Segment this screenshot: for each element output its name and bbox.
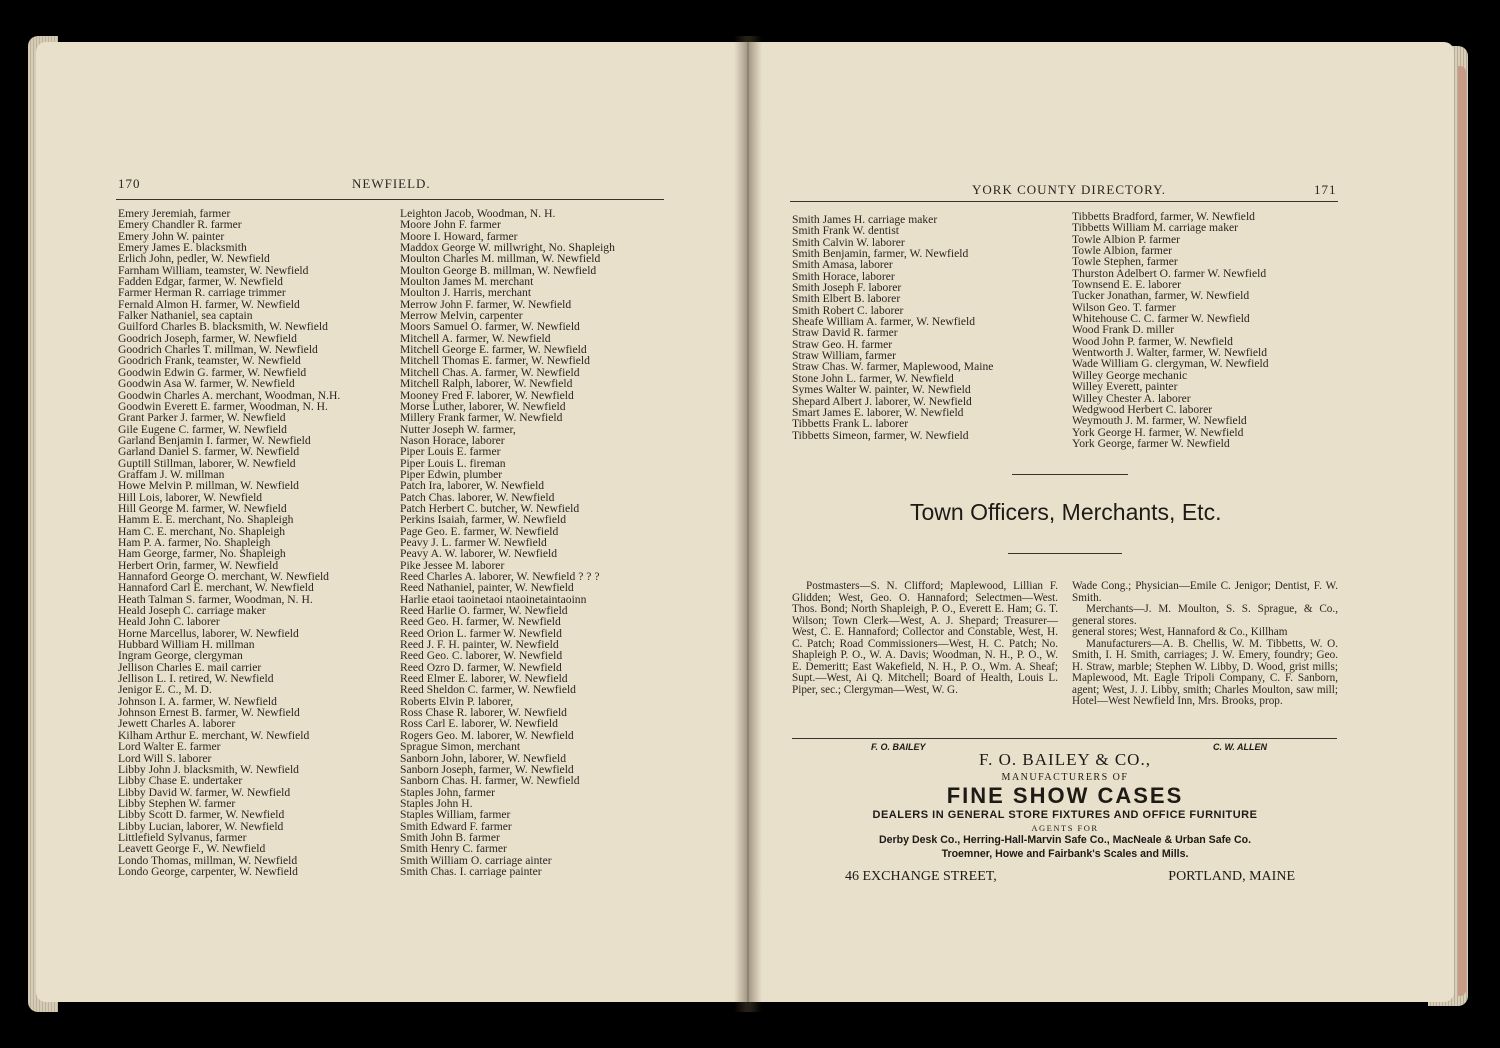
directory-entry: Garland Benjamin I. farmer, W. Newfield — [118, 433, 311, 447]
directory-entry: Moulton J. Harris, merchant — [400, 286, 532, 300]
directory-entry: Ross Carl E. laborer, W. Newfield — [400, 717, 558, 731]
directory-entry: Sanborn Joseph, farmer, W. Newfield — [400, 762, 574, 776]
directory-entry: Smith Robert C. laborer — [792, 303, 904, 317]
directory-entry: Guilford Charles B. blacksmith, W. Newfield — [118, 320, 328, 334]
directory-entry: Patch Chas. laborer, W. Newfield — [400, 490, 555, 504]
directory-entry: Guptill Stillman, laborer, W. Newfield — [118, 456, 296, 470]
ad-manufacturers-of: MANUFACTURERS OF — [1001, 772, 1129, 783]
directory-entry: Erlich John, pedler, W. Newfield — [118, 252, 270, 266]
directory-entry: Ham George, farmer, No. Shapleigh — [118, 547, 286, 561]
right-running-head: YORK COUNTY DIRECTORY. — [972, 182, 1167, 197]
directory-entry: Roberts Elvin P. laborer, — [400, 694, 514, 708]
directory-entry: Reed Nathaniel, painter, W. Newfield — [400, 581, 574, 595]
directory-entry: Nason Horace, laborer — [400, 433, 505, 447]
directory-entry: Farmer Herman R. carriage trimmer — [118, 286, 286, 300]
directory-entry: Sanborn John, laborer, W. Newfield — [400, 751, 567, 765]
directory-entry: Reed Sheldon C. farmer, W. Newfield — [400, 683, 576, 697]
directory-entry: Gile Eugene C. farmer, W. Newfield — [118, 422, 287, 436]
ad-dealers-line: DEALERS IN GENERAL STORE FIXTURES AND OFFICE FURNITURE — [872, 809, 1258, 821]
merchants-text: Merchants—J. M. Moulton, S. S. Sprague, & Co., general stores. — [1072, 603, 1338, 627]
directory-entry: Smith Horace, laborer — [792, 269, 895, 283]
directory-entry: Reed Geo. C. laborer, W. Newfield — [400, 649, 563, 663]
directory-entry: Mitchell George E. farmer, W. Newfield — [400, 343, 587, 357]
directory-entry: Smith John B. farmer — [400, 830, 500, 844]
directory-entry: Morse Luther, laborer, W. Newfield — [400, 399, 566, 413]
directory-entry: Weymouth J. M. farmer, W. Newfield — [1072, 414, 1247, 428]
directory-entry: Littlefield Sylvanus, farmer — [118, 830, 247, 844]
directory-entry: Lord Will S. laborer — [118, 751, 212, 765]
directory-entry: Smith Calvin W. laborer — [792, 235, 905, 249]
directory-entry: Towle Albion P. farmer — [1072, 232, 1181, 246]
directory-entry: Sheafe William A. farmer, W. Newfield — [792, 315, 976, 329]
directory-entry: Smith Amasa, laborer — [792, 258, 893, 272]
directory-entry: Moors Samuel O. farmer, W. Newfield — [400, 320, 580, 334]
directory-entry: Staples William, farmer — [400, 808, 511, 822]
directory-entry: Wilson Geo. T. farmer — [1072, 300, 1176, 314]
directory-entry: Willey George mechanic — [1072, 368, 1188, 382]
directory-entry: Londo Thomas, millman, W. Newfield — [118, 853, 298, 867]
directory-entry: Farnham William, teamster, W. Newfield — [118, 263, 309, 277]
directory-entry: Moulton George B. millman, W. Newfield — [400, 263, 597, 277]
directory-entry: Moulton Charles M. millman, W. Newfield — [400, 252, 601, 266]
directory-entry: Peavy J. L. farmer W. Newfield — [400, 535, 547, 549]
directory-entry: York George, farmer W. Newfield — [1072, 436, 1230, 450]
directory-entry: Goodwin Everett E. farmer, Woodman, N. H. — [118, 399, 328, 413]
directory-entry: Emery Jeremiah, farmer — [118, 207, 231, 220]
directory-entry: Willey Chester A. laborer — [1072, 391, 1191, 405]
directory-entry: Libby Chase E. undertaker — [118, 774, 243, 788]
directory-entry: Reed J. F. H. painter, W. Newfield — [400, 638, 559, 652]
directory-entry: Thurston Adelbert O. farmer W. Newfield — [1072, 266, 1267, 280]
directory-entry: Heald John C. laborer — [118, 615, 220, 629]
directory-entry: Staples John, farmer — [400, 785, 495, 799]
right-header-rule — [790, 201, 1338, 202]
directory-entry: Mitchell Chas. A. farmer, W. Newfield — [400, 365, 580, 379]
directory-entry: Moulton James M. merchant — [400, 275, 534, 289]
directory-entry: Stone John L. farmer, W. Newfield — [792, 371, 954, 385]
left-running-head: NEWFIELD. — [352, 176, 431, 191]
directory-entry: Hannaford George O. merchant, W. Newfield — [118, 570, 329, 583]
directory-entry: Mitchell Ralph, laborer, W. Newfield — [400, 377, 573, 391]
directory-entry: Johnson Ernest B. farmer, W. Newfield — [118, 706, 300, 720]
directory-entry: Smart James E. laborer, W. Newfield — [792, 405, 964, 419]
directory-entry: Falker Nathaniel, sea captain — [118, 309, 253, 323]
directory-entry: Libby Scott D. farmer, W. Newfield — [118, 808, 285, 822]
directory-entry: Smith Joseph F. laborer — [792, 281, 902, 295]
directory-entry: Kilham Arthur E. merchant, W. Newfield — [118, 728, 310, 742]
directory-entry: Grant Parker J. farmer, W. Newfield — [118, 411, 286, 425]
directory-entry: Townsend E. E. laborer — [1072, 278, 1181, 292]
directory-entry: Symes Walter W. painter, W. Newfield — [792, 383, 971, 397]
directory-entry: Johnson I. A. farmer, W. Newfield — [118, 694, 277, 708]
directory-entry: Smith Henry C. farmer — [400, 842, 507, 856]
directory-entry: Goodwin Edwin G. farmer, W. Newfield — [118, 365, 307, 379]
directory-entry: Fadden Edgar, farmer, W. Newfield — [118, 275, 283, 289]
directory-entry: Libby Lucian, laborer, W. Newfield — [118, 819, 284, 833]
directory-entry: Smith Frank W. dentist — [792, 224, 899, 238]
directory-entry: Reed Ozro D. farmer, W. Newfield — [400, 660, 562, 674]
directory-entry: Smith James H. carriage maker — [792, 213, 938, 226]
directory-entry: Merrow Melvin, carpenter — [400, 309, 523, 323]
ad-street: 46 EXCHANGE STREET, — [845, 869, 997, 884]
directory-entry: Patch Ira, laborer, W. Newfield — [400, 479, 545, 493]
directory-entry: Staples John H. — [400, 796, 473, 810]
directory-entry: Shepard Albert J. laborer, W. Newfield — [792, 394, 972, 408]
directory-entry: Reed Charles A. laborer, W. Newfield ? ? ? — [400, 570, 600, 583]
directory-entry: Tucker Jonathan, farmer, W. Newfield — [1072, 289, 1250, 303]
directory-entry: Reed Elmer E. laborer, W. Newfield — [400, 672, 568, 686]
directory-entry: Mitchell A. farmer, W. Newfield — [400, 331, 551, 345]
directory-entry: Tibbetts Bradford, farmer, W. Newfield — [1072, 210, 1255, 223]
directory-entry: Goodwin Charles A. merchant, Woodman, N.H. — [118, 388, 341, 402]
directory-entry: Smith Benjamin, farmer, W. Newfield — [792, 247, 969, 261]
directory-entry: Tibbetts Frank L. laborer — [792, 417, 909, 431]
manufacturers-text: Manufacturers—A. B. Chellis, W. M. Tibbetts, W. O. Smith, I. H. Smith, carriages; J. W. Emery, foundry; Geo. H. Straw, marble; Stephen W. Libby, D. Wood, grist mills; Maplewood, Mt. Eagle Tripoli Company, C. F. Sanborn, agent; West, J. J. Libby, smith; Charles Moulton, saw mill; Hotel—West Newfield Inn, Mrs. Brooks, prop. — [1072, 637, 1338, 708]
directory-entry: Hubbard William H. millman — [118, 638, 255, 652]
directory-entry: Nutter Joseph W. farmer, — [400, 422, 516, 436]
directory-entry: Wade William G. clergyman, W. Newfield — [1072, 357, 1269, 371]
directory-entry: Straw Geo. H. farmer — [792, 337, 893, 351]
directory-entry: Moore John F. farmer — [400, 218, 501, 232]
directory-entry: Hill Lois, laborer, W. Newfield — [118, 490, 263, 504]
directory-entry: Londo George, carpenter, W. Newfield — [118, 864, 298, 878]
directory-entry: Sanborn Chas. H. farmer, W. Newfield — [400, 774, 580, 788]
directory-entry: Rogers Geo. M. laborer, W. Newfield — [400, 728, 574, 742]
directory-entry: Piper Edwin, plumber — [400, 467, 503, 481]
directory-entry: Piper Louis L. fireman — [400, 456, 506, 470]
directory-entry: Straw Chas. W. farmer, Maplewood, Maine — [792, 360, 994, 374]
directory-entry: Millery Frank farmer, W. Newfield — [400, 411, 563, 425]
directory-entry: Mooney Fred F. laborer, W. Newfield — [400, 388, 574, 402]
directory-entry: Smith Chas. I. carriage painter — [400, 864, 542, 878]
ad-brands-line-1: Derby Desk Co., Herring-Hall-Marvin Safe Co., MacNeale & Urban Safe Co. — [878, 834, 1252, 846]
directory-entry: Sprague Simon, merchant — [400, 740, 521, 754]
left-column-1 — [118, 208, 340, 877]
directory-entry: Ross Chase R. laborer, W. Newfield — [400, 706, 567, 720]
directory-entry: Towle Stephen, farmer — [1072, 255, 1178, 269]
directory-entry: Pike Jessee M. laborer — [400, 558, 505, 572]
directory-entry: Hill George M. farmer, W. Newfield — [118, 501, 287, 515]
directory-entry: Leighton Jacob, Woodman, N. H. — [400, 207, 556, 220]
directory-entry: Herbert Orin, farmer, W. Newfield — [118, 558, 279, 572]
directory-entry: Tibbetts Simeon, farmer, W. Newfield — [792, 428, 969, 442]
directory-entry: Ingram George, clergyman — [118, 649, 243, 663]
right-column-2 — [1072, 211, 1269, 449]
officers-paragraph: Postmasters—S. N. Clifford; Maplewood, Lillian F. Glidden; West, Geo. O. Hannaford; Selectmen—West. Thos. Bond; North Shapleigh, P. O., Everett E. Ham; G. T. Wilson; Town Clerk—West, A. J. Shepard; Treasurer—West, C. E. Hannaford; Collector and Constable, West, H. C. Patch; Road Commissioners—West, H. C. Patch; No. Shapleigh P. O., W. A. Davis; Woodman, N. H., P. O., W. E. Demeritt; East Wakefield, N. H., P. O., Wm. A. Sheaf; Supt.—West, Ai Q. Mitchell; Board of Health, Louis L. Piper, sec.; Clergyman—West, W. G. — [792, 580, 1058, 696]
directory-entry: Emery Chandler R. farmer — [118, 218, 242, 232]
directory-entry: Ham P. A. farmer, No. Shapleigh — [118, 535, 271, 549]
ad-partner-left: F. O. BAILEY — [871, 742, 926, 752]
ad-partner-right: C. W. ALLEN — [1213, 742, 1267, 752]
directory-entry: Jenigor E. C., M. D. — [118, 683, 212, 697]
directory-entry: Goodrich Charles T. millman, W. Newfield — [118, 343, 318, 357]
directory-entry: Wentworth J. Walter, farmer, W. Newfield — [1072, 346, 1267, 360]
directory-entry: Howe Melvin P. millman, W. Newfield — [118, 479, 299, 493]
directory-entry: Towle Albion, farmer — [1072, 244, 1172, 258]
directory-entry: Libby Stephen W. farmer — [118, 796, 236, 810]
ad-agents-for: AGENTS FOR — [1031, 823, 1099, 833]
directory-entry: Goodrich Frank, teamster, W. Newfield — [118, 354, 301, 368]
directory-entry: Heath Talman S. farmer, Woodman, N. H. — [118, 592, 313, 606]
merchants-text-2: general stores; West, Hannaford & Co., Killham — [1072, 626, 1288, 639]
directory-entry: Garland Daniel S. farmer, W. Newfield — [118, 445, 300, 459]
directory-entry: York George H. farmer, W. Newfield — [1072, 425, 1244, 439]
ad-city: PORTLAND, MAINE — [1168, 869, 1295, 884]
directory-entry: Goodwin Asa W. farmer, W. Newfield — [118, 377, 295, 391]
directory-entry: Horne Marcellus, laborer, W. Newfield — [118, 626, 299, 640]
ad-brands-line-2: Troemner, Howe and Fairbank's Scales and Mills. — [941, 848, 1189, 860]
directory-entry: Graffam J. W. millman — [118, 467, 225, 481]
directory-entry: Jellison L. I. retired, W. Newfield — [118, 672, 274, 686]
directory-entry: Perkins Isaiah, farmer, W. Newfield — [400, 513, 566, 527]
directory-entry: Reed Orion L. farmer W. Newfield — [400, 626, 562, 640]
directory-entry: Piper Louis E. farmer — [400, 445, 501, 459]
directory-entry: Wood John P. farmer, W. Newfield — [1072, 334, 1233, 348]
directory-entry: Harlie etaoi taoinetaoi ntaoinetaintaoinn — [400, 592, 587, 606]
directory-entry: Peavy A. W. laborer, W. Newfield — [400, 547, 557, 561]
section-rule-bottom — [1008, 553, 1122, 554]
right-page-number: 171 — [1314, 182, 1337, 197]
directory-entry: Heald Joseph C. carriage maker — [118, 604, 266, 618]
directory-entry: Wood Frank D. miller — [1072, 323, 1175, 337]
directory-entry: Lord Walter E. farmer — [118, 740, 221, 754]
directory-entry: Straw David R. farmer — [792, 326, 898, 340]
left-header-rule — [116, 199, 664, 200]
advertisement — [795, 742, 1335, 885]
directory-entry: Libby John J. blacksmith, W. Newfield — [118, 762, 299, 776]
directory-entry: Smith William O. carriage ainter — [400, 853, 552, 867]
directory-entry: Merrow John F. farmer, W. Newfield — [400, 297, 572, 311]
ad-firm-name: F. O. BAILEY & CO., — [979, 750, 1151, 769]
section-rule-top — [1012, 474, 1128, 475]
directory-entry: Reed Harlie O. farmer, W. Newfield — [400, 604, 568, 618]
ad-rule — [792, 738, 1337, 739]
directory-entry: Smith Elbert B. laborer — [792, 292, 901, 306]
directory-entry: Wedgwood Herbert C. laborer — [1072, 402, 1213, 416]
directory-entry: Smith Edward F. farmer — [400, 819, 512, 833]
directory-entry: Emery James E. blacksmith — [118, 241, 247, 255]
directory-entry: Reed Geo. H. farmer, W. Newfield — [400, 615, 561, 629]
right-column-1 — [792, 214, 993, 441]
directory-entry: Jewett Charles A. laborer — [118, 717, 236, 731]
directory-entry: Willey Everett, painter — [1072, 380, 1178, 394]
section-title: Town Officers, Merchants, Etc. — [910, 499, 1222, 525]
directory-entry: Jellison Charles E. mail carrier — [118, 660, 262, 674]
directory-entry: Emery John W. painter — [118, 229, 225, 243]
book-gutter — [734, 36, 762, 1012]
directory-entry: Hannaford Carl E. merchant, W. Newfield — [118, 581, 314, 595]
directory-entry: Page Geo. E. farmer, W. Newfield — [400, 524, 559, 538]
directory-entry: Straw William, farmer — [792, 349, 896, 363]
directory-entry: Patch Herbert C. butcher, W. Newfield — [400, 501, 580, 515]
directory-entry: Leavett George F., W. Newfield — [118, 842, 266, 856]
directory-entry: Tibbetts William M. carriage maker — [1072, 221, 1238, 235]
ad-address — [795, 869, 1335, 885]
directory-entry: Mitchell Thomas E. farmer, W. Newfield — [400, 354, 590, 368]
directory-entry: Ham C. E. merchant, No. Shapleigh — [118, 524, 286, 538]
directory-entry: Libby David W. farmer, W. Newfield — [118, 785, 291, 799]
left-page-number: 170 — [118, 176, 141, 191]
officers-continued — [1072, 581, 1338, 708]
ad-headline: FINE SHOW CASES — [946, 783, 1184, 808]
page-edge-stain — [1458, 66, 1466, 996]
officers-continued-text: Wade Cong.; Physician—Emile C. Jenigor; Dentist, F. W. Smith. — [1072, 580, 1338, 604]
left-column-2 — [400, 208, 615, 877]
directory-entry: Goodrich Joseph, farmer, W. Newfield — [118, 331, 297, 345]
directory-entry: Whitehouse C. C. farmer W. Newfield — [1072, 312, 1250, 326]
directory-entry: Moore I. Howard, farmer — [400, 229, 518, 243]
directory-entry: Maddox George W. millwright, No. Shapleigh — [400, 241, 615, 255]
directory-entry: Hamm E. E. merchant, No. Shapleigh — [118, 513, 294, 527]
directory-entry: Fernald Almon H. farmer, W. Newfield — [118, 297, 300, 311]
